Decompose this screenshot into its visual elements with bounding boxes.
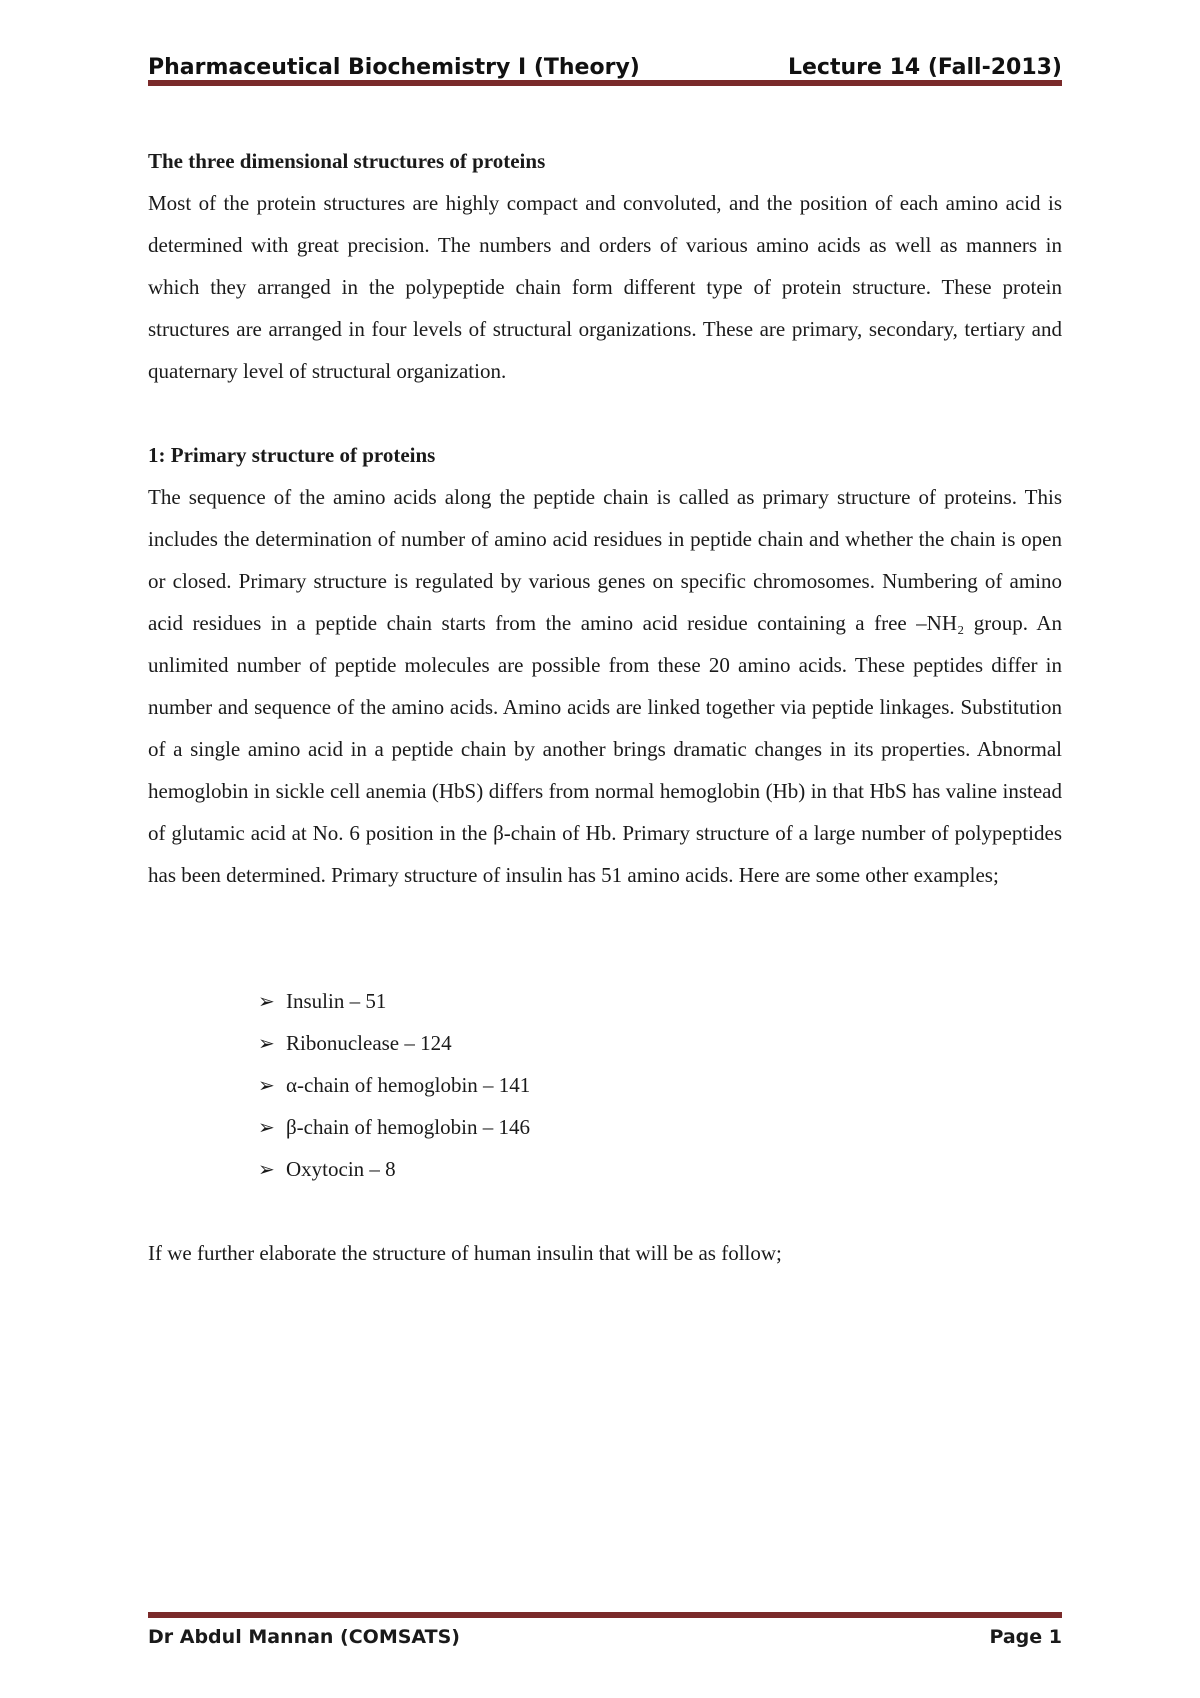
spacer	[148, 1190, 1062, 1232]
spacer	[148, 392, 1062, 434]
arrowhead-bullet-icon: ➢	[258, 1115, 275, 1139]
arrowhead-bullet-icon: ➢	[258, 989, 275, 1013]
list-item-text: Ribonuclease – 124	[286, 1031, 452, 1055]
primary-structure-paragraph: The sequence of the amino acids along the peptide chain is called as primary structure of proteins. This includes the determination of number of amino acid residues in peptide chain and whether the chain is open or closed. Primary structure is regulated by various genes on specific chromosomes. Numbering of amino acid residues in a peptide chain starts from the amino acid residue containing a free –NH₂ group. An unlimited number of peptide molecules are possible from these 20 amino acids. These peptides differ in number and sequence of the amino acids. Amino acids are linked together via peptide linkages. Substitution of a single amino acid in a peptide chain by another brings dramatic changes in its properties. Abnormal hemoglobin in sickle cell anemia (HbS) differs from normal hemoglobin (Hb) in that HbS has valine instead of glutamic acid at No. 6 position in the β-chain of Hb. Primary structure of a large number of polypeptides has been determined. Primary structure of insulin has 51 amino acids. Here are some other examples;	[148, 485, 1062, 887]
document-body	[148, 140, 1062, 1274]
list-item-text: β-chain of hemoglobin – 146	[286, 1115, 530, 1139]
arrowhead-bullet-icon: ➢	[258, 1157, 275, 1181]
arrowhead-bullet-icon: ➢	[258, 1073, 275, 1097]
list-item	[258, 1106, 1062, 1148]
examples-list	[258, 980, 1062, 1190]
list-item	[258, 1148, 1062, 1190]
author-label: Dr Abdul Mannan (COMSATS)	[148, 1626, 460, 1648]
section-heading-primary-structure: 1: Primary structure of proteins	[148, 443, 436, 467]
course-title: Pharmaceutical Biochemistry I (Theory)	[148, 55, 640, 80]
closing-paragraph: If we further elaborate the structure of human insulin that will be as follow;	[148, 1241, 782, 1265]
list-item	[258, 1022, 1062, 1064]
header-divider	[148, 80, 1062, 86]
list-item	[258, 1064, 1062, 1106]
list-item-text: α-chain of hemoglobin – 141	[286, 1073, 531, 1097]
lecture-label: Lecture 14 (Fall-2013)	[787, 55, 1062, 80]
section-heading-3d-structures: The three dimensional structures of proteins	[148, 149, 546, 173]
page-header	[148, 40, 1062, 80]
list-item	[258, 980, 1062, 1022]
spacer	[148, 896, 1062, 980]
arrowhead-bullet-icon: ➢	[258, 1031, 275, 1055]
footer-divider	[148, 1612, 1062, 1618]
list-item-text: Insulin – 51	[286, 989, 387, 1013]
list-item-text: Oxytocin – 8	[286, 1157, 396, 1181]
page-number: Page 1	[989, 1626, 1062, 1648]
intro-paragraph: Most of the protein structures are highly compact and convoluted, and the position of each amino acid is determined with great precision. The numbers and orders of various amino acids as well as manners in which they arranged in the polypeptide chain form different type of protein structure. These protein structures are arranged in four levels of structural organizations. These are primary, secondary, tertiary and quaternary level of structural organization.	[148, 191, 1062, 383]
page-footer	[148, 1626, 1062, 1648]
